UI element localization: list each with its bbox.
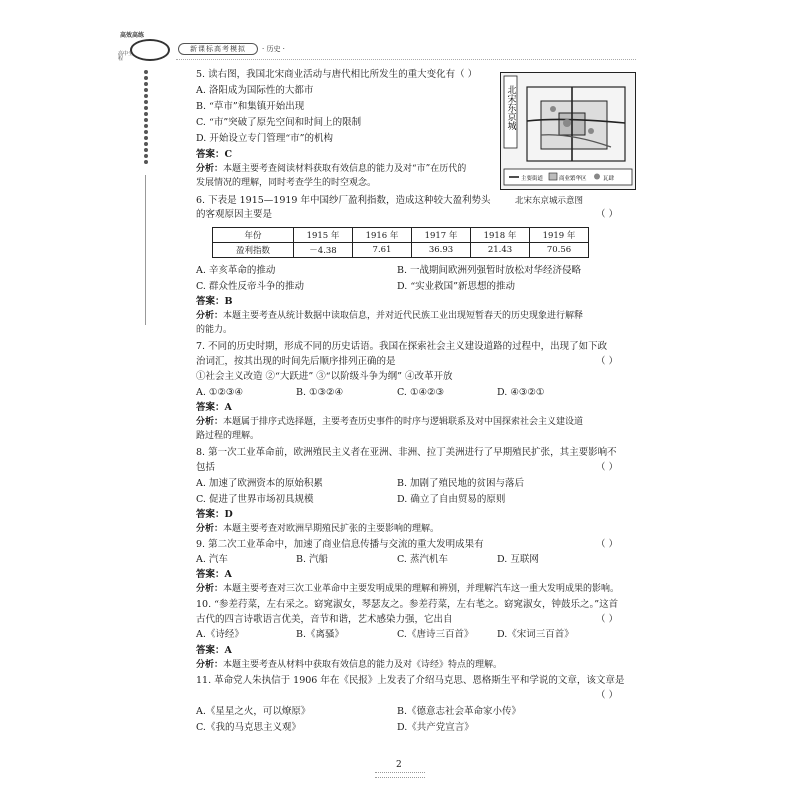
q7-option-d: D. ④③②① [497,387,545,398]
q7-answer: 答案：A [196,402,232,413]
q9-stem: 9. 第二次工业革命中，加速了商业信息传播与交流的重大发明成果有 [196,539,484,550]
q7-option-c: C. ①④②③ [397,387,445,398]
table-value: 21.43 [471,243,530,258]
table-year: 1918 年 [471,228,530,243]
map-legend-commerce: 商业繁华区 [559,176,587,182]
table-row-label: 盈利指数 [213,243,294,258]
margin-dots [144,70,150,166]
table-value: 70.56 [530,243,589,258]
q10-answer: 答案：A [196,645,232,656]
q6-analysis-cont: 的能力。 [196,325,233,335]
map-figure [500,72,636,190]
q5-option-c: C. “市”突破了原先空间和时间上的限制 [196,117,362,128]
map-caption: 北宋东京城示意图 [515,196,584,206]
table-value: 7.61 [353,243,412,258]
q9-option-a: A. 汽车 [196,554,228,565]
q6-analysis: 分析：本题主要考查从统计数据中读取信息，并对近代民族工业出现短暂春天的历史现象进行解释 [196,311,584,321]
table-value: －4.38 [294,243,353,258]
q9-answer-paren: （ ） [596,539,619,550]
q6-stem-cont: 的客观原因主要是 [196,209,273,220]
q7-analysis: 分析：本题属于排序式选择题，主要考查历史事件的时序与逻辑联系及对中国探索社会主义建设道 [196,417,584,427]
q5-answer: 答案：C [196,149,233,160]
q6-option-c: C. 群众性反帝斗争的推动 [196,281,304,292]
table-year: 1917 年 [412,228,471,243]
header-subject: · 历史 · [262,45,285,53]
table-row [213,243,589,258]
map-legend-wasi: 瓦肆 [603,176,615,182]
header-divider [176,59,636,60]
logo-side-text: 高中全程 [118,51,134,62]
q6-stem: 6. 下表是 1915—1919 年中国纱厂盈利指数，造成这种较大盈利势头 [196,195,491,206]
q8-answer: 答案：D [196,509,233,520]
q10-stem: 10. “参差荇菜，左右采之。窈窕淑女，琴瑟友之。参差荇菜，左右芼之。窈窕淑女，钟鼓乐之。”这首 [196,599,619,610]
q10-option-b: B.《离骚》 [296,629,345,640]
q7-analysis-cont: 路过程的理解。 [196,431,260,441]
q8-option-b: B. 加剧了殖民地的贫困与落后 [397,478,525,489]
q9-answer: 答案：A [196,569,232,580]
q9-analysis: 分析：本题主要考查对三次工业革命中主要发明成果的理解和辨别，并理解汽车这一重大发明成果的影响。 [196,584,620,594]
q6-answer-paren: （ ） [596,209,619,220]
footer-ornament [375,772,425,778]
q9-option-d: D. 互联网 [497,554,539,565]
q9-option-c: C. 蒸汽机车 [397,554,448,565]
q6-answer: 答案：B [196,296,233,307]
q8-stem-cont: 包括 [196,462,216,473]
q11-option-b: B.《德意志社会革命家小传》 [397,706,522,717]
q5-option-b: B. “草市”和集镇开始出现 [196,101,305,112]
q8-answer-paren: （ ） [596,462,619,473]
q9-option-b: B. 汽船 [296,554,329,565]
q5-analysis: 分析：本题主要考查阅读材料获取有效信息的能力及对“市”在历代的 [196,164,467,174]
page-number: 2 [396,760,402,770]
q7-option-b: B. ①③②④ [296,387,344,398]
q7-items: ①社会主义改造 ②“大跃进” ③“以阶级斗争为纲” ④改革开放 [196,371,453,382]
q11-option-c: C.《我的马克思主义观》 [196,722,301,733]
q10-option-c: C.《唐诗三百首》 [397,629,474,640]
q10-option-d: D.《宋词三百首》 [497,629,574,640]
q6-option-d: D. “实业救国”新思想的推动 [397,281,516,292]
map-vertical-title: 北宋东京城 [505,85,516,130]
table-year: 1919 年 [530,228,589,243]
q5-analysis-cont: 发展情况的理解，同时考查学生的时空观念。 [196,178,377,188]
q11-option-a: A.《星星之火，可以燎原》 [196,706,311,717]
q8-option-c: C. 促进了世界市场初具规模 [196,494,314,505]
q6-table [212,227,589,258]
q8-option-d: D. 确立了自由贸易的原则 [397,494,506,505]
q7-option-a: A. ①②③④ [196,387,243,398]
q8-stem: 8. 第一次工业革命前，欧洲殖民主义者在亚洲、非洲、拉丁美洲进行了早期殖民扩张，其主要影响不 [196,447,617,458]
q6-option-b: B. 一战期间欧洲列强暂时放松对华经济侵略 [397,265,582,276]
q6-option-a: A. 辛亥革命的推动 [196,265,276,276]
q11-answer-paren: （ ） [596,690,619,701]
q7-answer-paren: （ ） [596,356,619,367]
q8-option-a: A. 加速了欧洲资本的原始积累 [196,478,323,489]
header-band: 新课标高考模拟 [178,43,258,55]
logo-bubble-text: 高效高练 [120,32,145,39]
q5-stem: 5. 读右图，我国北宋商业活动与唐代相比所发生的重大变化有（ ） [196,69,478,80]
table-value: 36.93 [412,243,471,258]
q7-stem-cont: 治词汇，按其出现的时间先后顺序排列正确的是 [196,356,396,367]
q8-analysis: 分析：本题主要考查对欧洲早期殖民扩张的主要影响的理解。 [196,524,440,534]
q5-option-a: A. 洛阳成为国际性的大都市 [196,85,314,96]
q5-option-d: D. 开始设立专门管理“市”的机构 [196,133,334,144]
q10-stem-cont: 古代的四言诗歌语言优美，音节和谐，艺术感染力强，它出自 [196,614,453,625]
q10-answer-paren: （ ） [596,614,619,625]
map-legend-streets: 主要街道 [521,176,544,182]
series-logo [118,30,174,66]
table-header-label: 年份 [213,228,294,243]
margin-bar [145,175,149,325]
table-year: 1916 年 [353,228,412,243]
q11-stem: 11. 革命党人朱执信于 1906 年在《民报》上发表了介绍马克思、恩格斯生平和学说的文章，该文章是 [196,675,625,686]
table-year: 1915 年 [294,228,353,243]
q11-option-d: D.《共产党宣言》 [397,722,474,733]
q10-option-a: A.《诗经》 [196,629,244,640]
table-row [213,228,589,243]
q7-stem: 7. 不同的历史时期，形成不同的历史话语。我国在探索社会主义建设道路的过程中，出现了如下政 [196,341,608,352]
q10-analysis: 分析：本题主要考查从材料中获取有效信息的能力及对《诗经》特点的理解。 [196,660,503,670]
logo-ring-icon [130,39,170,61]
